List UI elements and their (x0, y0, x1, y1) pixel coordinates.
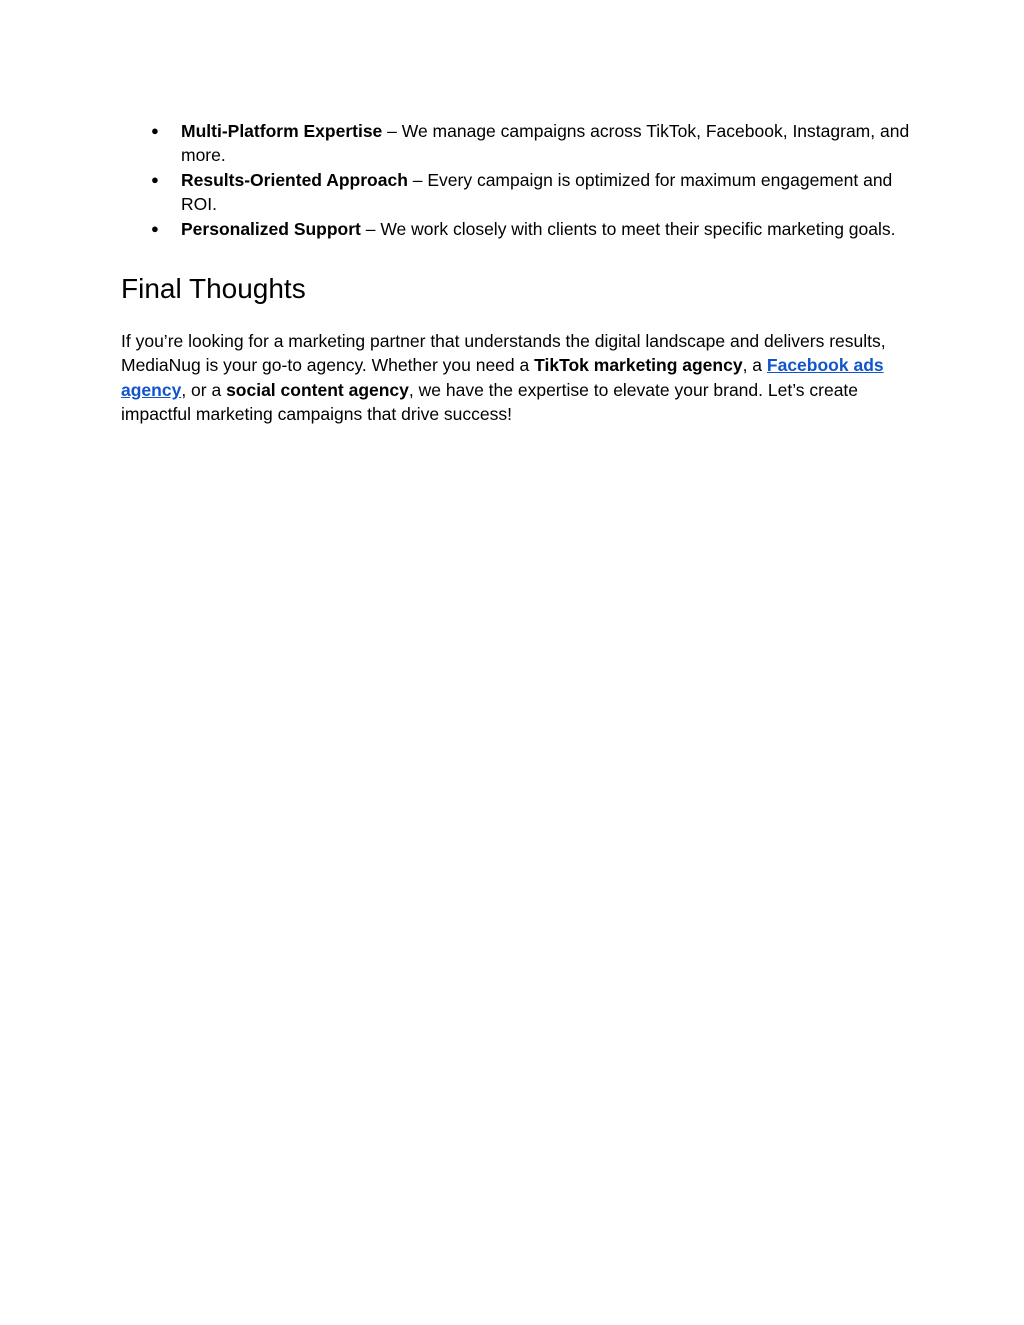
bullet-icon: ● (151, 171, 159, 187)
final-thoughts-paragraph (121, 329, 911, 427)
paragraph-text: , or a (181, 379, 227, 400)
section-heading: Final Thoughts (121, 273, 306, 305)
list-item (121, 217, 911, 241)
bullet-icon: ● (151, 220, 159, 236)
list-item (121, 119, 911, 168)
list-item-text: – We manage campaigns across TikTok, Facebook, Instagram, and more. (181, 121, 910, 166)
paragraph-bold-text: TikTok marketing agency (534, 355, 743, 376)
paragraph-bold-text: social content agency (226, 379, 409, 400)
paragraph-text: , a (742, 355, 767, 376)
paragraph-text: , we have the expertise to elevate your brand. Let’s create impactful marketing campaigns that drive success! (121, 379, 859, 425)
list-item (121, 168, 911, 217)
list-item-text: – Every campaign is optimized for maximum engagement and ROI. (181, 169, 893, 215)
list-item-title: Personalized Support (181, 218, 361, 239)
document-content (121, 119, 911, 427)
facebook-ads-agency-link[interactable]: Facebook ads agency (121, 355, 884, 400)
paragraph-text: If you’re looking for a marketing partner that understands the digital landscape and delivers results, MediaNug is your go-to agency. Whether you need a (121, 331, 886, 376)
list-item-text: – We work closely with clients to meet their specific marketing goals. (360, 218, 896, 239)
list-item-title: Results-Oriented Approach (181, 169, 408, 190)
bullet-icon: ● (151, 123, 159, 138)
list-item-title: Multi-Platform Expertise (181, 121, 383, 141)
benefits-list (121, 119, 911, 241)
